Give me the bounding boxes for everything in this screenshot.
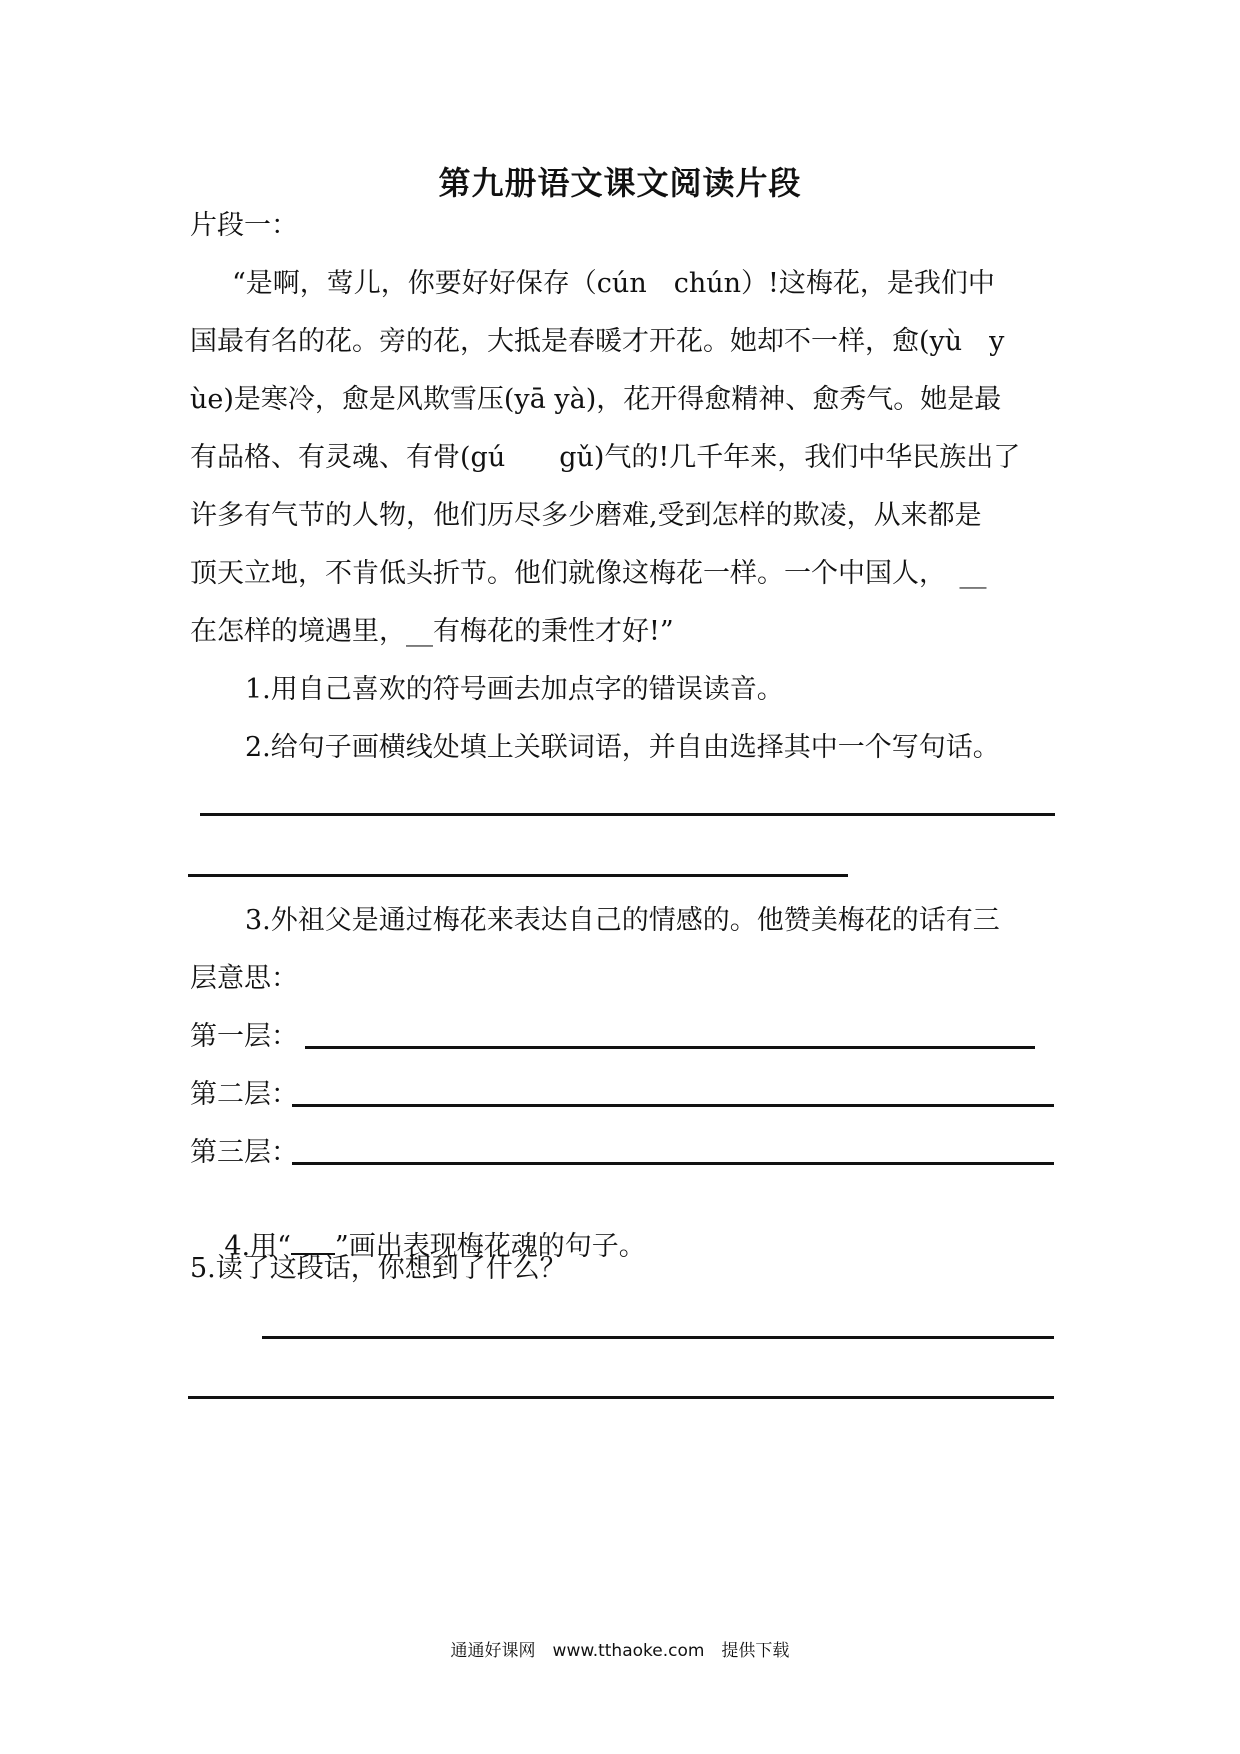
question-5: 5.读了这段话，你想到了什么？ [190, 1253, 567, 1284]
passage-line: 许多有气节的人物，他们历尽多少磨难,受到怎样的欺凌，从来都是 [190, 500, 982, 531]
passage-line: 有品格、有灵魂、有骨(gú gǔ)气的!几千年来，我们中华民族出了 [190, 442, 1021, 473]
question-2: 2.给句子画横线处填上关联词语，并自由选择其中一个写句话。 [245, 732, 1000, 763]
question-4-suffix: ”画出表现梅花魂的句子。 [334, 1231, 646, 1262]
layer-2-answer-line[interactable] [292, 1104, 1054, 1107]
passage-line: ùe)是寒冷，愈是风欺雪压(yā yà)，花开得愈精神、愈秀气。她是最 [190, 384, 1002, 415]
footer-credit: 通通好课网 www.tthaoke.com 提供下载 [450, 1641, 790, 1661]
question-1: 1.用自己喜欢的符号画去加点字的错误读音。 [245, 674, 784, 705]
page-title: 第九册语文课文阅读片段 [438, 164, 802, 202]
question-3-continued: 层意思： [190, 963, 298, 994]
passage-line: 国最有名的花。旁的花，大抵是春暖才开花。她却不一样，愈(yù y [190, 326, 1005, 357]
answer-line[interactable] [188, 1396, 1054, 1399]
layer-1-label: 第一层： [190, 1021, 298, 1052]
layer-3-answer-line[interactable] [292, 1162, 1054, 1165]
question-3: 3.外祖父是通过梅花来表达自己的情感的。他赞美梅花的话有三 [245, 905, 1000, 936]
answer-line[interactable] [200, 813, 1055, 816]
passage-line: 在怎样的境遇里，__有梅花的秉性才好!” [190, 616, 674, 647]
question-4-prefix: 4.用“ [224, 1231, 291, 1262]
passage-line: 顶天立地，不肯低头折节。他们就像这梅花一样。一个中国人， __ [190, 558, 987, 589]
passage-line: “是啊，莺儿，你要好好保存（cún chún）!这梅花，是我们中 [232, 268, 995, 299]
answer-line[interactable] [262, 1336, 1054, 1339]
answer-line[interactable] [188, 874, 848, 877]
layer-1-answer-line[interactable] [305, 1046, 1035, 1049]
section-label: 片段一： [190, 210, 298, 241]
layer-3-label: 第三层： [190, 1137, 298, 1168]
layer-2-label: 第二层： [190, 1079, 298, 1110]
